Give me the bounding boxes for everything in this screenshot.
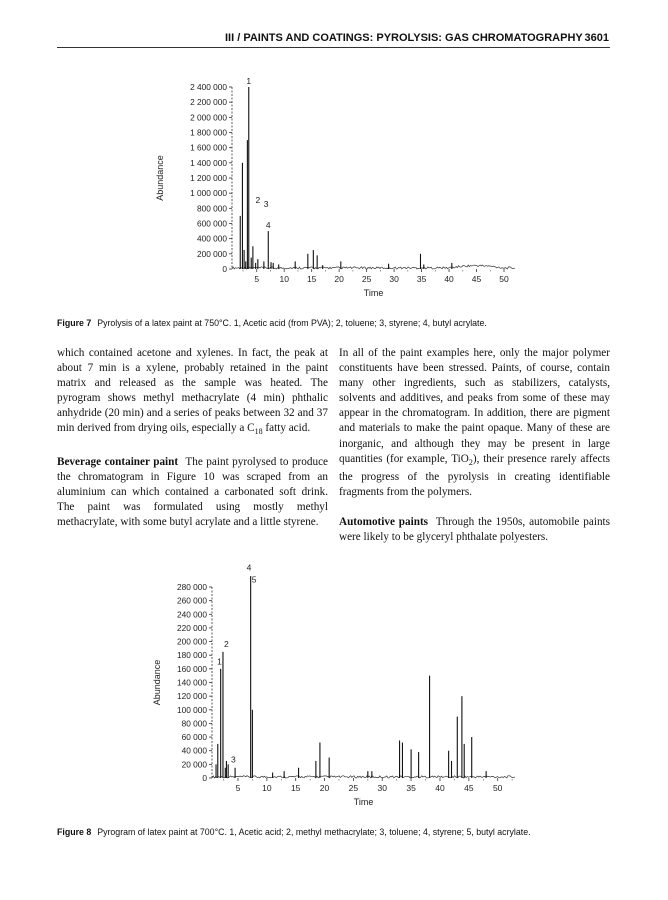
x-tick-label: 5 [235,783,241,793]
peak-label: 1 [217,656,222,667]
header-title: III / PAINTS AND COATINGS: PYROLYSIS: GAS CHROMATOGRAPHY [225,32,583,44]
right-column [339,346,610,545]
y-tick-label: 1 000 000 [190,188,227,199]
peak-label: 4 [246,562,252,573]
peak-label: 5 [251,574,257,585]
figure-8-caption-text: Pyrogram of latex paint at 700°C. 1, Acetic acid; 2, methyl methacrylate; 3, toluene; 4, styrene; 5, butyl acrylate. [97,827,531,837]
y-tick-label: 0 [222,264,227,274]
x-tick-label: 30 [389,274,399,284]
y-tick-label: 120 000 [177,691,207,702]
y-tick-label: 20 000 [181,759,207,770]
right-paragraph-1: In all of the paint examples here, only the major polymer constituents have been stressed. Paints, of course, contain many other ingredients, such as stabilizers, catalysts, solvents and additives, and peaks from some of these may appear in the chromatogram. In addition, there are pigment and materials to make the paint opaque. Many of these are inorganic, and although they may be present in large quantities (for example, TiO$_2$), their presence rarely affects the progress of the pyrolysis in creating identifiable fragments from the polymers. [339,347,610,499]
peak-label: 3 [263,198,269,209]
left-column [57,346,328,530]
beverage-heading: Beverage container paint [57,455,179,468]
x-tick-label: 35 [416,274,427,284]
automotive-heading: Automotive paints [339,516,429,529]
x-tick-label: 20 [334,274,344,284]
y-tick-label: 160 000 [177,663,207,674]
y-axis-title: Abundance [155,155,165,201]
y-tick-label: 60 000 [181,732,207,743]
left-paragraph-2 [57,455,328,530]
automotive-text: Through the 1950s, automobile paints were likely to be glyceryl phthalate polyesters. [339,516,610,544]
y-tick-label: 260 000 [177,595,207,606]
y-tick-label: 220 000 [177,622,207,633]
x-tick-label: 35 [406,783,416,793]
y-tick-label: 140 000 [177,677,207,688]
right-paragraph-2 [339,515,610,545]
y-tick-label: 280 000 [177,582,207,592]
x-tick-label: 45 [471,274,482,284]
x-tick-label: 5 [254,274,260,284]
y-tick-label: 800 000 [197,203,227,214]
y-tick-label: 1 200 000 [190,173,227,183]
peak-label: 1 [246,76,252,86]
x-tick-label: 15 [290,783,301,793]
y-tick-label: 200 000 [197,248,227,259]
x-tick-label: 50 [499,274,509,284]
page-number: 3601 [584,32,609,44]
figure-7-label: Figure 7 [57,318,92,328]
y-tick-label: 1 600 000 [190,142,227,153]
baseline-trace [232,265,515,269]
x-tick-label: 45 [464,783,474,793]
y-tick-label: 80 000 [181,718,207,729]
figure-8-label: Figure 8 [57,827,92,837]
y-tick-label: 180 000 [177,650,207,661]
y-tick-label: 100 000 [177,704,207,715]
y-tick-label: 0 [202,773,207,783]
figure-7-chart [0,55,668,310]
peak-label: 2 [224,638,229,649]
y-tick-label: 400 000 [197,233,227,244]
beverage-text: The paint pyrolysed to produce the chromatogram in Figure 10 was scraped from an aluminium can which contained a carbonated soft drink. The paint was formulated using mostly methyl methacrylate, with some butyl acrylate and a little styrene. [57,455,328,529]
x-tick-label: 25 [361,274,372,284]
x-tick-label: 30 [377,783,387,793]
x-tick-label: 40 [444,274,454,284]
y-tick-label: 1 800 000 [190,127,227,138]
figure-7-caption-text: Pyrolysis of a latex paint at 750°C. 1, Acetic acid (from PVA); 2, toluene; 3, styrene; 4, butyl acrylate. [97,318,487,328]
y-tick-label: 600 000 [197,218,227,229]
y-tick-label: 1 400 000 [190,157,227,168]
x-tick-label: 25 [348,783,359,793]
y-tick-label: 200 000 [177,636,207,647]
y-tick-label: 2 200 000 [190,97,227,108]
x-tick-label: 50 [492,783,503,793]
x-tick-label: 40 [435,783,445,793]
x-axis-title: Time [353,797,374,807]
peak-label: 2 [255,195,261,206]
figure-8-chart [0,562,668,815]
peak-label: 4 [265,220,271,231]
x-tick-label: 10 [279,274,289,284]
x-tick-label: 10 [262,783,272,793]
x-tick-label: 15 [306,274,317,284]
x-tick-label: 20 [319,783,330,793]
peak-label: 3 [230,754,236,765]
y-axis-title: Abundance [152,659,162,706]
left-paragraph-1: which contained acetone and xylenes. In fact, the peak at about 7 min is a xylene, probably retained in the paint matrix and released as the sample was heated. The pyrogram shows methyl methacrylate (4 min) phthalic anhydride (20 min) and a series of peaks between 32 and 37 min derived from drying oils, especially a $C_{18}$ fatty acid. [57,347,328,437]
y-tick-label: 2 000 000 [190,112,227,123]
x-axis-title: Time [363,288,384,298]
y-tick-label: 40 000 [181,745,207,756]
running-header [225,32,609,46]
figure-7-caption [57,318,487,328]
y-tick-label: 240 000 [177,609,207,620]
header-rule [57,47,610,48]
baseline-trace [212,776,515,778]
y-tick-label: 2 400 000 [190,82,227,92]
figure-8-caption [57,827,531,837]
